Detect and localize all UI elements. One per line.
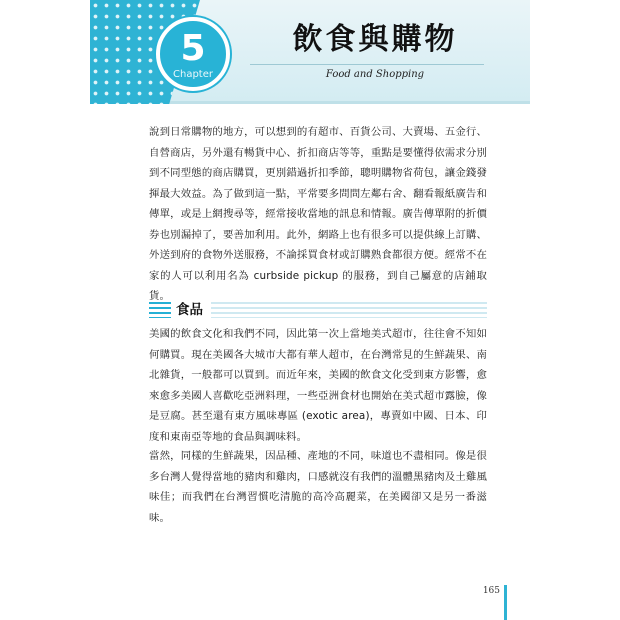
title-divider bbox=[250, 64, 484, 65]
chapter-label: Chapter bbox=[173, 69, 213, 80]
chapter-title: 飲食與購物 bbox=[292, 22, 458, 57]
section-paragraph: 當然，同樣的生鮮蔬果，因品種、產地的不同，味道也不盡相同。像是很多台灣人覺得當地的豬肉和雞肉，口感就沒有我們的溫體黑豬肉及土雞風味佳；而我們在台灣習慣吃清脆的高冷高麗菜，在美國卻又是另一番滋味。 bbox=[149, 450, 487, 524]
section-paragraph: 美國的飲食文化和我們不同，因此第一次上當地美式超市，往往會不知如何購買。現在美國各大城市大都有華人超市，在台灣常見的生鮮蔬果、南北雜貨，一般都可以買到。而近年來，美國的飲食文化受到東方影響，愈來愈多美國人喜歡吃亞洲料理，一些亞洲食材也開始在美式超市露臉，像是豆腐。甚至還有東方風味專區 (exotic area)，專賣如中國、日本、印度和東南亞等地的食品與調味料。 bbox=[149, 328, 487, 443]
page-edge-bar bbox=[504, 585, 507, 620]
chapter-subtitle: Food and Shopping bbox=[325, 69, 425, 80]
section-heading-stripes bbox=[211, 302, 487, 318]
section-heading bbox=[149, 299, 487, 321]
section-title: 食品 bbox=[176, 302, 203, 318]
page-number: 165 bbox=[482, 586, 500, 596]
intro-paragraph: 說到日常購物的地方，可以想到的有超市、百貨公司、大賣場、五金行、自營商店，另外還有暢貨中心、折扣商店等等，重點是要懂得依需求分別到不同型態的商店購買，更別錯過折扣季節，聰明購物省荷包，讓金錢發揮最大效益。為了做到這一點，平常要多問問左鄰右舍、翻看報紙廣告和傳單，或是上網搜尋等，經常接收當地的訊息和情報。廣告傳單附的折價券也別漏掉了，要善加利用。此外，網路上也有很多可以提供線上訂購、外送到府的食物外送服務，不論採買食材或訂購熟食都很方便。經常不在家的人可以利用名為 curbside pickup 的服務，到自己屬意的店鋪取貨。 bbox=[149, 126, 487, 302]
chapter-badge bbox=[156, 17, 230, 91]
section-lines-icon bbox=[149, 302, 171, 318]
chapter-number: 5 bbox=[180, 28, 206, 69]
